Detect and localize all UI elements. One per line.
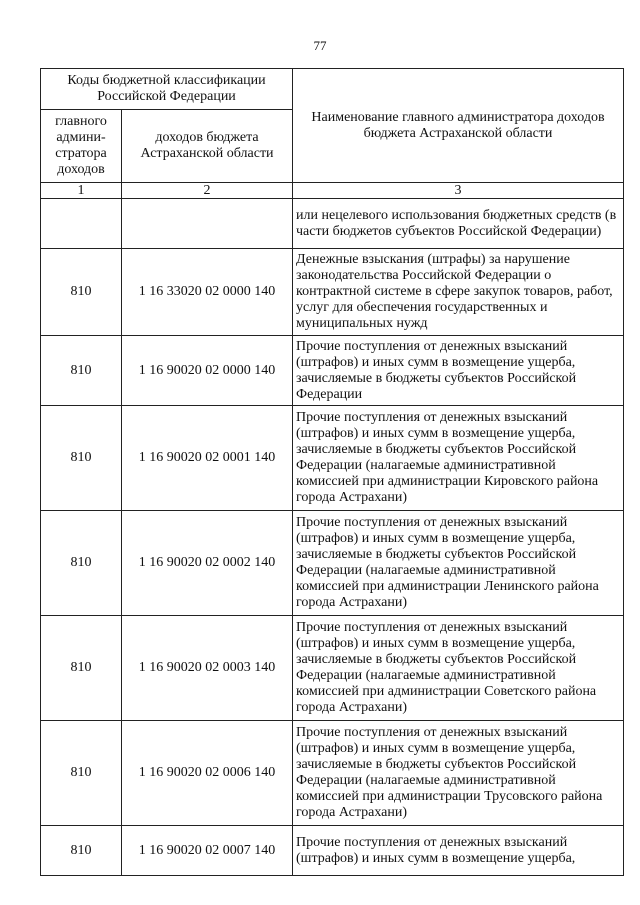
table-row xyxy=(41,249,624,336)
revenue-name-cell: или нецелевого использования бюджетных средств (в части бюджетов субъектов Российской Федерации) xyxy=(293,199,624,249)
revenue-name-cell: Денежные взыскания (штрафы) за нарушение законодательства Российской Федерации о контрактной системе в сфере закупок товаров, работ, услуг для обеспечения государственных и муниципальных нужд xyxy=(293,249,624,336)
column-number-1: 1 xyxy=(41,183,122,199)
budget-code-cell: 1 16 90020 02 0000 140 xyxy=(122,336,293,406)
admin-code-column-header: главного админи-стратора доходов xyxy=(41,110,122,183)
page-number: 77 xyxy=(313,38,327,53)
admin-code-cell: 810 xyxy=(41,511,122,616)
name-column-header: Наименование главного администратора доходов бюджета Астраханской области xyxy=(293,69,624,183)
budget-code-cell: 1 16 90020 02 0007 140 xyxy=(122,826,293,876)
table-row xyxy=(41,406,624,511)
revenue-name-cell: Прочие поступления от денежных взысканий (штрафов) и иных сумм в возмещение ущерба, зачисляемые в бюджеты субъектов Российской Федерации (налагаемые административной комиссией при администрации Советского района города Астрахани) xyxy=(293,616,624,721)
revenue-name-cell: Прочие поступления от денежных взысканий (штрафов) и иных сумм в возмещение ущерба, xyxy=(293,826,624,876)
revenue-name-cell: Прочие поступления от денежных взысканий (штрафов) и иных сумм в возмещение ущерба, зачисляемые в бюджеты субъектов Российской Федерации xyxy=(293,336,624,406)
revenue-name-cell: Прочие поступления от денежных взысканий (штрафов) и иных сумм в возмещение ущерба, зачисляемые в бюджеты субъектов Российской Федерации (налагаемые административной комиссией при администрации Ленинского района города Астрахани) xyxy=(293,511,624,616)
admin-code-cell: 810 xyxy=(41,406,122,511)
budget-code-cell: 1 16 90020 02 0006 140 xyxy=(122,721,293,826)
table-body xyxy=(41,199,624,876)
admin-code-cell: 810 xyxy=(41,249,122,336)
income-code-column-header: доходов бюджета Астраханской области xyxy=(122,110,293,183)
column-number-3: 3 xyxy=(293,183,624,199)
table-row xyxy=(41,511,624,616)
table-row xyxy=(41,336,624,406)
group-header-cell: Коды бюджетной классификации Российской Федерации xyxy=(41,69,293,110)
table-row xyxy=(41,826,624,876)
budget-code-cell: 1 16 90020 02 0001 140 xyxy=(122,406,293,511)
admin-code-cell: 810 xyxy=(41,721,122,826)
budget-classification-table xyxy=(40,68,624,876)
budget-code-cell xyxy=(122,199,293,249)
header-row-group xyxy=(41,69,624,110)
budget-code-cell: 1 16 90020 02 0002 140 xyxy=(122,511,293,616)
budget-code-cell: 1 16 33020 02 0000 140 xyxy=(122,249,293,336)
admin-code-cell: 810 xyxy=(41,616,122,721)
revenue-name-cell: Прочие поступления от денежных взысканий (штрафов) и иных сумм в возмещение ущерба, зачисляемые в бюджеты субъектов Российской Федерации (налагаемые административной комиссией при администрации Кировского района города Астрахани) xyxy=(293,406,624,511)
table-row xyxy=(41,721,624,826)
revenue-name-cell: Прочие поступления от денежных взысканий (штрафов) и иных сумм в возмещение ущерба, зачисляемые в бюджеты субъектов Российской Федерации (налагаемые административной комиссией при администрации Трусовского района города Астрахани) xyxy=(293,721,624,826)
admin-code-cell: 810 xyxy=(41,336,122,406)
table-row xyxy=(41,199,624,249)
column-number-2: 2 xyxy=(122,183,293,199)
budget-code-cell: 1 16 90020 02 0003 140 xyxy=(122,616,293,721)
table-row xyxy=(41,616,624,721)
admin-code-cell: 810 xyxy=(41,826,122,876)
column-number-row xyxy=(41,183,624,199)
admin-code-cell xyxy=(41,199,122,249)
